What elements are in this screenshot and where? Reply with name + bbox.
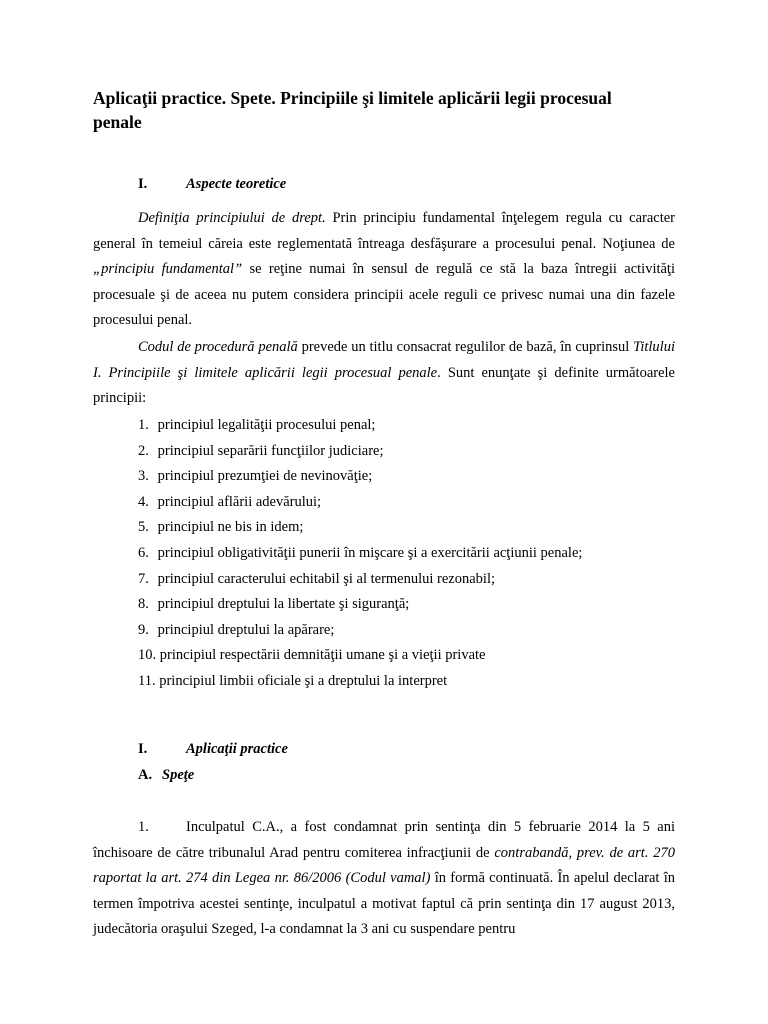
paragraph-text-continued: în formă continuată. În apelul declarat în termen împotriva acestei sentinţe, inculpatul a motivat faptul că prin sentinţa din 17 august 2013, judecătoria oraşului Szeged, l-a condamnat la 3 ani cu suspendare pentru — [93, 870, 675, 937]
subsection-label: Speţe — [162, 767, 195, 783]
list-item: 5. principiul ne bis in idem; — [138, 519, 304, 536]
section-number: I. — [138, 741, 148, 757]
page-title: Aplicaţii practice. Spete. Principiile şi limitele aplicării legii procesual penale — [93, 88, 612, 132]
list-item: 4. principiul aflării adevărului; — [138, 493, 322, 510]
paragraph-italic-lead: Definiţia principiului de drept. — [138, 210, 326, 226]
list-item: 6. principiul obligativităţii punerii în mişcare şi a exercitării acţiunii penale; — [138, 544, 583, 561]
paragraph-text-continued: se reţine numai în sensul de regulă ce stă la baza întregii activităţi procesuale şi de aceea nu putem considera principii acele reguli ce privesc numai una din fazele procesului penal. — [93, 261, 675, 328]
list-item: 7. principiul caracterului echitabil şi al termenului rezonabil; — [138, 570, 496, 587]
paragraph-text: Inculpatul C.A., a fost condamnat prin sentinţa din 5 februarie 2014 la 5 ani închisoare de către tribunalul Arad pentru comiterea infracţiunii de — [93, 819, 675, 861]
paragraph-cod-procedura — [93, 335, 675, 412]
list-item: 3. principiul prezumţiei de nevinovăţie; — [138, 468, 373, 485]
paragraph-definitie — [93, 206, 675, 334]
paragraph-text: Prin principiu fundamental înţelegem regula cu caracter general în temeiul căreia este reglementată întreaga desfăşurare a procesului penal. Noţiunea de — [93, 210, 675, 252]
subsection-heading-spete — [138, 767, 194, 784]
list-item: 9. principiul dreptului la apărare; — [138, 621, 335, 638]
list-item: 1. principiul legalităţii procesului penal; — [138, 417, 376, 433]
section-label: Aspecte teoretice — [186, 176, 287, 192]
list-item: 11. principiul limbii oficiale şi a dreptului la interpret — [138, 672, 448, 689]
paragraph-case-1 — [93, 815, 675, 943]
list-item: 2. principiul separării funcţiilor judiciare; — [138, 442, 384, 459]
paragraph-text: prevede un titlu consacrat regulilor de bază, în cuprinsul — [297, 339, 634, 355]
paragraph-italic-title: Titlului I. Principiile şi limitele aplicării legii procesual penale — [93, 339, 675, 381]
paragraph-italic-law: contrabandă, prev. de art. 270 raportat la art. 274 din Legea nr. 86/2006 (Codul vamal) — [93, 844, 675, 886]
case-number: 1. — [138, 819, 149, 835]
paragraph-quoted-term: „principiu fundamental” — [93, 261, 243, 277]
principles-list — [138, 413, 582, 695]
list-item: 10. principiul respectării demnităţii umane şi a vieţii private — [138, 647, 486, 664]
subsection-number: A. — [138, 767, 153, 783]
section-label: Aplicaţii practice — [186, 741, 288, 757]
section-heading-aplicatii-practice — [138, 741, 288, 758]
section-heading-aspecte-teoretice — [138, 176, 286, 193]
paragraph-italic-lead: Codul de procedură penală — [138, 339, 298, 355]
section-number: I. — [138, 176, 148, 192]
list-item: 8. principiul dreptului la libertate şi siguranţă; — [138, 596, 410, 613]
paragraph-text-continued: . Sunt enunţate şi definite următoarele principii: — [93, 364, 675, 406]
